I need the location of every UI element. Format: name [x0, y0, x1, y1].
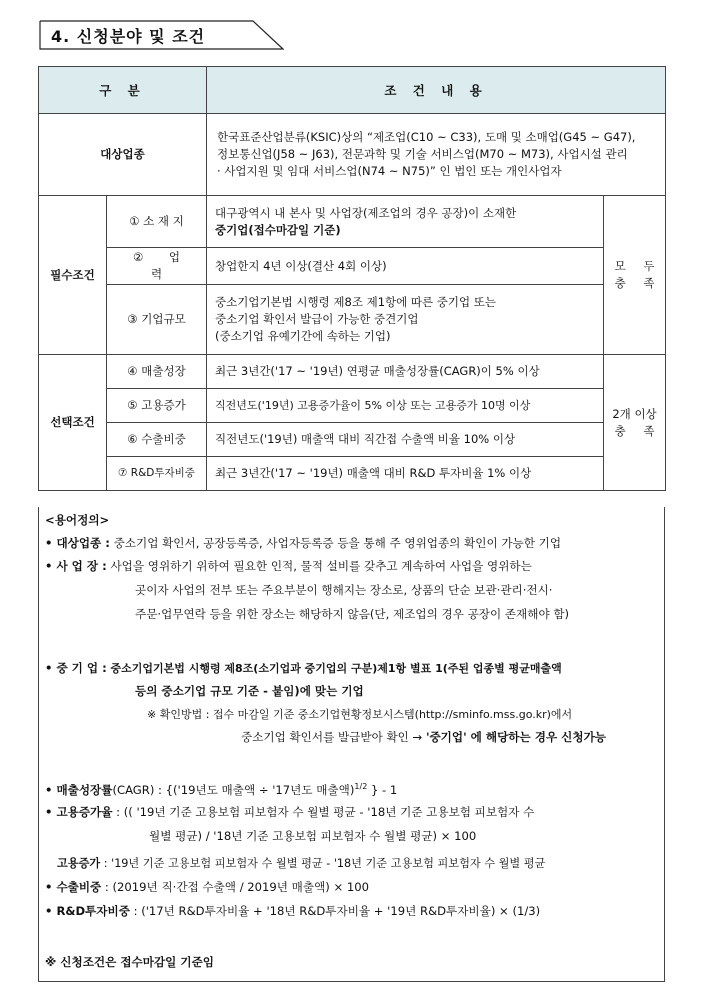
optional-label: 선택조건: [39, 355, 107, 491]
required-row-location: [39, 196, 666, 248]
optional-row: [39, 389, 666, 423]
footnote: [45, 951, 660, 974]
optional-item-text: 최근 3년간('17 ~ '19년) 연평균 매출성장률(CAGR)이 5% 이상: [207, 355, 604, 389]
def-medium: [45, 657, 660, 680]
def-text: } - 1: [367, 782, 398, 797]
required-item-name: ② 업 력: [107, 248, 207, 285]
target-industry-line: 정보통신업(J58 ~ J63), 전문과학 및 기술 서비스업(M70 ~ M73), 사업시설 관리: [217, 147, 628, 161]
required-item-name: ① 소 재 지: [107, 196, 207, 248]
required-item-line-bold: 중기업(접수마감일 기준): [215, 222, 341, 237]
def-text-bold: 중소기업기본법 시행령 제8조(소기업과 중기업의 구분)제1항 별표 1(주된 업종별 평균매출액: [110, 662, 562, 675]
required-item-text: [207, 196, 604, 248]
def-export: [45, 876, 660, 899]
def-text-bold: 등의 중소기업 규모 기준 - 붙임)에 맞는 기업: [135, 684, 364, 698]
required-row-history: [39, 248, 666, 285]
def-term: • 고용증가율: [45, 805, 113, 819]
required-label: 필수조건: [39, 196, 107, 355]
def-rnd: [45, 900, 660, 923]
required-item-line: 대구광역시 내 본사 및 사업장(제조업의 경우 공장)이 소재한: [215, 205, 517, 220]
conditions-table: [38, 66, 666, 491]
required-item-text: [207, 285, 604, 355]
target-industry-line: · 사업지원 및 임대 서비스업(N74 ~ N75)” 인 법인 또는 개인사업자: [217, 164, 562, 178]
def-text: : (( '19년 기준 고용보험 피보험자 수 월별 평균 - '18년 기준 고용보험 피보험자 수: [112, 805, 535, 819]
def-term: • 매출성장률: [45, 782, 113, 797]
definitions-box: [38, 507, 665, 982]
required-note: [604, 196, 666, 355]
section-title: 4. 신청분야 및 조건: [51, 27, 206, 46]
optional-item-text: 직전년도('19년) 고용증가율이 5% 이상 또는 고용증가 10명 이상: [207, 389, 604, 423]
target-industry-line: 한국표준산업분류(KSIC)상의 “제조업(C10 ~ C33), 도매 및 소매업(G45 ~ G47),: [217, 130, 636, 144]
optional-item-name: ⑥ 수출비중: [107, 423, 207, 457]
def-text: : '19년 기준 고용보험 피보험자 수 월별 평균 - '18년 기준 고용보험 피보험자 수 월별 평균: [100, 857, 546, 870]
target-industry-text: [207, 114, 666, 196]
required-item-line: 중소기업 확인서 발급이 가능한 중견기업: [215, 312, 419, 326]
definitions-heading: [45, 509, 660, 532]
def-text: (CAGR) : {('19년도 매출액 ÷ '17년도 매출액): [112, 782, 355, 797]
def-industry: [45, 532, 660, 555]
required-item-line: (중소기업 유예기간에 속하는 기업): [215, 329, 391, 343]
required-row-size: [39, 285, 666, 355]
required-note-line: 충 족: [614, 276, 655, 290]
target-industry-label: 대상업종: [39, 114, 207, 196]
def-term: • 수출비중: [45, 880, 102, 894]
optional-note-line: 2개 이상: [612, 406, 657, 421]
def-term: • 대상업종 :: [45, 536, 110, 550]
def-superscript: 1/2: [354, 782, 368, 791]
section-title-box: [39, 20, 284, 49]
def-text: : ('17년 R&D투자비율 + '18년 R&D투자비율 + '19년 R&D투자비율) × (1/3): [129, 904, 541, 918]
footnote-text: ※ 신청조건은 접수마감일 기준임: [45, 955, 214, 969]
def-medium-check2: [241, 726, 660, 749]
required-item-line: 중소기업기본법 시행령 제8조 제1항에 따른 중기업 또는: [215, 295, 496, 309]
required-item-name: ③ 기업규모: [107, 285, 207, 355]
required-item-text: 창업한지 4년 이상(결산 4회 이상): [207, 248, 604, 285]
optional-row: [39, 355, 666, 389]
def-text: : (2019년 직·간접 수출액 / 2019년 매출액) × 100: [101, 880, 370, 894]
def-emp-rate: [45, 801, 660, 824]
definitions-heading-text: <용어정의>: [45, 513, 110, 527]
optional-note-line: 충 족: [614, 423, 655, 438]
optional-row: [39, 457, 666, 491]
optional-item-text: 직전년도('19년) 매출액 대비 직간접 수출액 비율 10% 이상: [207, 423, 604, 457]
def-text: 중소기업 확인서를 발급받아 확인 →: [241, 730, 426, 744]
def-workplace-line2: 곳이자 사업의 전부 또는 주요부분이 행해지는 장소로, 상품의 단순 보관·관리·전시·: [135, 583, 553, 597]
required-note-line: 모 두: [614, 259, 655, 273]
optional-item-name: ⑤ 고용증가: [107, 389, 207, 423]
def-term: 고용증가: [57, 857, 101, 870]
def-medium-check1: ※ 확인방법 : 접수 마감일 기준 중소기업현황정보시스템(http://sminfo.mss.go.kr)에서: [147, 708, 573, 721]
def-text-bold: '중기업' 에 해당하는 경우 신청가능: [425, 730, 606, 744]
def-workplace-line3: 주문·업무연락 등을 위한 장소는 해당하지 않음(단, 제조업의 경우 공장이 존재해야 함): [135, 607, 570, 621]
def-emp-rate-line2: 월별 평균) / '18년 기준 고용보험 피보험자 수 월별 평균) × 100: [149, 829, 477, 843]
optional-row: [39, 423, 666, 457]
optional-item-name: ④ 매출성장: [107, 355, 207, 389]
header-category: 구 분: [39, 67, 207, 114]
def-cagr: [45, 775, 660, 802]
def-term: • R&D투자비중: [45, 904, 130, 918]
def-text: 중소기업 확인서, 공장등록증, 사업자등록증 등을 통해 주 영위업종의 확인이 가능한 기업: [113, 536, 562, 550]
def-text: 사업을 영위하기 위하여 필요한 인적, 물적 설비를 갖추고 계속하여 사업을 영위하는: [110, 559, 532, 573]
def-term: • 중 기 업 :: [45, 661, 107, 675]
header-conditions: 조 건 내 용: [207, 67, 666, 114]
def-medium-line2: [135, 680, 660, 703]
optional-note: [604, 355, 666, 491]
optional-item-text: 최근 3년간('17 ~ '19년) 매출액 대비 R&D 투자비율 1% 이상: [207, 457, 604, 491]
target-industry-row: [39, 114, 666, 196]
def-emp-inc: [57, 852, 660, 875]
def-workplace: [45, 555, 660, 578]
def-term: • 사 업 장 :: [45, 559, 107, 573]
optional-item-name: ⑦ R&D투자비중: [107, 457, 207, 491]
table-header-row: [39, 67, 666, 114]
